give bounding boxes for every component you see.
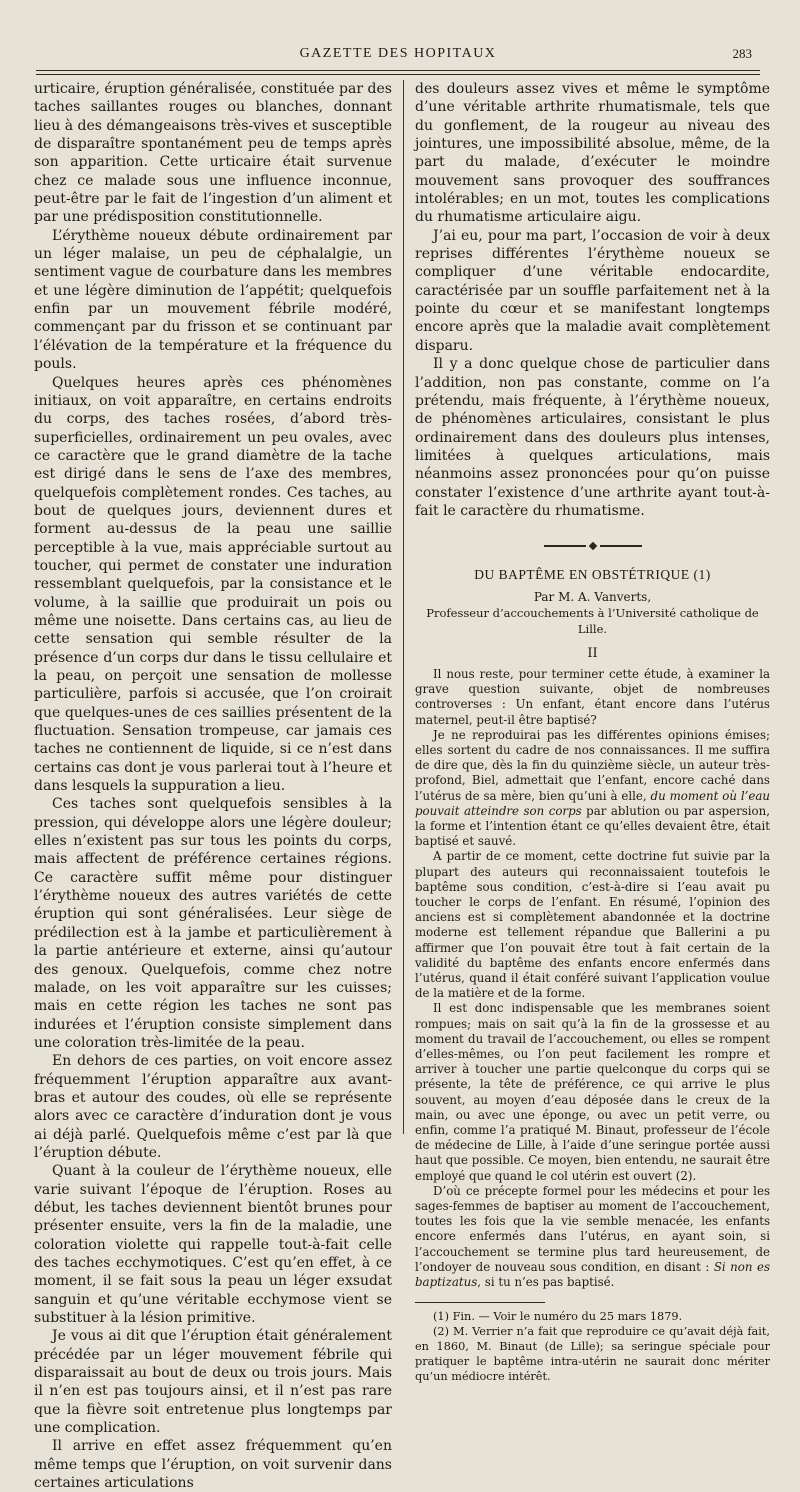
italic-run: du moment où l’eau pouvait atteindre son corps — [415, 788, 770, 818]
right-column — [415, 80, 770, 1384]
paragraph: urticaire, éruption généralisée, constituée par des taches saillantes rouges ou blanches, donnant lieu à des démangeaisons très-vives et susceptible de disparaître spontanément peu de temps après son apparition. Cette urticaire était survenue chez ce malade sous une influence inconnue, peut-être par le fait de l’ingestion d’un aliment et par une prédisposition constitutionnelle. — [34, 81, 393, 226]
footnote-rule — [415, 1302, 545, 1303]
italic-run: Si non es baptizatus — [415, 1259, 770, 1290]
column-divider — [403, 80, 404, 1134]
footnote-2: (2) M. Verrier n’a fait que reproduire ce qu’avait déjà fait, en 1860, M. Binaut (de Lille); sa seringue spéciale pour pratiquer le baptême intra-utérin ne saurait donc mériter qu’un médiocre intérêt. — [415, 1325, 770, 1384]
paragraph: Quant à la couleur de l’érythème noueux, elle varie suivant l’époque de l’éruption. Roses au début, les taches deviennent bientôt brunes pour présenter ensuite, vers la fin de la maladie, une coloration violette qui rappelle tout-à-fait celle des taches ecchymotiques. C’est qu’en effet, à ce moment, il se fait sous la peau un léger exsudat sanguin et qu’une véritable ecchymose vient se substituer à la lésion primitive. — [34, 1163, 392, 1327]
paragraph: Ces taches sont quelquefois sensibles à la pression, qui développe alors une légère douleur; elles n’existent pas sur tous les points du corps, mais affectent de préférence certaines régions. Ce caractère suffit même pour distinguer l’érythème noueux des autres variétés de cette éruption qui sont généralisées. Leur siège de prédilection est à la jambe et particulièrement à la partie antérieure et externe, ainsi qu’autour des genoux. Quelquefois, comme chez notre malade, on les voit apparaître sur les cuisses; mais en cette région les taches ne sont pas indurées et l’éruption consiste simplement dans une coloration très-limitée de la peau. — [34, 796, 392, 1051]
page-number: 283 — [732, 46, 752, 61]
paragraph — [415, 728, 770, 850]
paragraph: Il y a donc quelque chose de particulier dans l’addition, non pas constante, comme on l’a prétendu, mais fréquente, à l’érythème noueux, de phénomènes articulaires, consistant le plus ordinairement dans des douleurs plus intenses, limitées à quelques articulations, mais néanmoins assez prononcées pour qu’on puisse constater l’existence d’une arthrite ayant tout-à-fait le caractère du rhumatisme. — [415, 356, 770, 519]
article-affiliation: Professeur d’accouchements à l’Université catholique de Lille. — [426, 605, 759, 636]
left-column — [34, 80, 393, 1492]
text-run: , si tu n’es pas baptisé. — [477, 1275, 615, 1290]
separator-line — [600, 545, 642, 547]
paragraph: Il arrive en effet assez fréquemment qu’en même temps que l’éruption, on voit survenir dans certaines articulations — [34, 1438, 392, 1492]
separator-line — [544, 545, 586, 547]
header-double-rule — [36, 70, 760, 75]
text-run: D’où ce précepte formel pour les médecins et pour les sages-femmes de baptiser au moment de l’accouchement, toutes les fois que la vie semble menacée, les enfants encore enfermés dans l’utérus, en ayant soin, si l’accouchement se termine plus tard heureusement, de l’ondoyer de nouveau sous condition, en disant : — [415, 1183, 770, 1274]
paragraph: A partir de ce moment, cette doctrine fut suivie par la plupart des auteurs qui reconnaissaient toutefois le baptême sous condition, c’est-à-dire si l’eau avait pu toucher le corps de l’enfant. En résumé, l’opinion des anciens est si complètement abandonnée et la doctrine moderne est tellement répandue que Ballerini a pu affirmer que l’on pouvait être tout à fait certain de la validité du baptême des enfants encore enfermés dans l’utérus, quand il était conféré suivant l’application voulue de la matière et de la forme. — [415, 849, 770, 1001]
paragraph: Quelques heures après ces phénomènes initiaux, on voit apparaître, en certains endroits du corps, des taches rosées, d’abord très-superficielles, ordinairement un peu ovales, avec ce caractère que le grand diamètre de la tache est dirigé dans le sens de l’axe des membres, quelquefois complètement rondes. Ces taches, au bout de quelques jours, deviennent dures et forment au-dessus de la peau une saillie perceptible à la vue, mais appréciable surtout au toucher, qui permet de constater une induration ressemblant quelquefois, par la consistance et le volume, à la saillie que produirait un pois ou même une noisette. Dans certains cas, au lieu de cette sensation qui semble résulter de la présence d’un corps dur dans le tissu cellulaire et la peau, on perçoit une sensation de mollesse particulière, parfois si accusée, que l’on croirait que quelques-unes de ces saillies présentent de la fluctuation. Sensation trompeuse, car jamais ces taches ne contiennent de liquide, si ce n’est dans certains cas dont je vous parlerai tout à l’heure et dans lesquels la suppuration a lieu. — [34, 374, 392, 795]
paragraph: des douleurs assez vives et même le symptôme d’une véritable arthrite rhumatismale, tels que du gonflement, de la rougeur au niveau des jointures, une impossibilité absolue, même, de la part du malade, d’exécuter le moindre mouvement sans provoquer des souffrances intolérables; en un mot, toutes les complications du rhumatisme articulaire aigu. — [415, 81, 770, 226]
section-separator — [415, 534, 770, 558]
journal-title: GAZETTE DES HOPITAUX — [299, 46, 497, 61]
text-run: Je ne reproduirai pas les différentes opinions émises; elles sortent du cadre de nos connaissances. Il me suffira de dire que, dès la fin du quinzième siècle, un auteur très-profond, Biel, admettait que l’enfant, encore caché dans l’utérus de sa mère, bien qu’uni à elle, — [415, 727, 770, 803]
paragraph: Il est donc indispensable que les membranes soient rompues; mais on sait qu’à la fin de la grossesse et au moment du travail de l’accouchement, ou elles se rompent d’elles-mêmes, ou l’on peut facilement les rompre et arriver à toucher une partie quelconque du corps qui se présente, la tête de préférence, ce qui arrive le plus souvent, au moyen d’eau déposée dans le creux de la main, ou avec une éponge, ou avec un petit verre, ou enfin, comme l’a pratiqué M. Binaut, professeur de l’école de médecine de Lille, à l’aide d’une seringue portée aussi haut que possible. Ce moyen, bien entendu, ne saurait être employé que quand le col utérin est ouvert (2). — [415, 1001, 770, 1183]
paragraph: Il nous reste, pour terminer cette étude, à examiner la grave question suivante, objet de nombreuses controverses : Un enfant, étant encore dans l’utérus maternel, peut-il être baptisé? — [415, 666, 770, 727]
paragraph: J’ai eu, pour ma part, l’occasion de voir à deux reprises différentes l’érythème noueux se compliquer d’une véritable endocardite, caractérisée par un souffle parfaitement net à la pointe du cœur et se manifestant longtemps encore après que la maladie avait complètement disparu. — [415, 227, 770, 354]
paragraph: En dehors de ces parties, on voit encore assez fréquemment l’éruption apparaître aux avant-bras et autour des coudes, où elle se représente alors avec ce caractère d’induration dont je vous ai déjà parlé. Quelquefois même c’est par là que l’éruption débute. — [34, 1053, 392, 1161]
article-title: DU BAPTÊME EN OBSTÉTRIQUE (1) — [474, 567, 711, 583]
text-run: par ablution ou par aspersion, la forme et l’intention étant ce qu’elles devaient être, était baptisé et sauvé. — [415, 803, 770, 849]
section-number: II — [587, 645, 598, 661]
article-body — [415, 667, 770, 1290]
footnote-1: (1) Fin. — Voir le numéro du 25 mars 1879. — [433, 1310, 683, 1324]
paragraph: L’érythème noueux débute ordinairement par un léger malaise, un peu de céphalalgie, un sentiment vague de courbature dans les membres et une légère diminution de l’appétit; quelquefois enfin par un mouvement fébrile modéré, commençant par du frisson et se continuant par l’élévation de la température et la fréquence du pouls. — [34, 227, 392, 373]
page-header — [36, 40, 760, 70]
paragraph — [415, 1184, 770, 1290]
separator-diamond-icon — [588, 542, 596, 550]
paragraph: Je vous ai dit que l’éruption était généralement précédée par un léger mouvement fébrile qui disparaissait au bout de deux ou trois jours. Mais il n’en est pas toujours ainsi, et il n’est pas rare que la fièvre soit entretenue plus longtemps par une complication. — [34, 1328, 392, 1437]
article-byline: Par M. A. Vanverts, — [533, 589, 652, 604]
